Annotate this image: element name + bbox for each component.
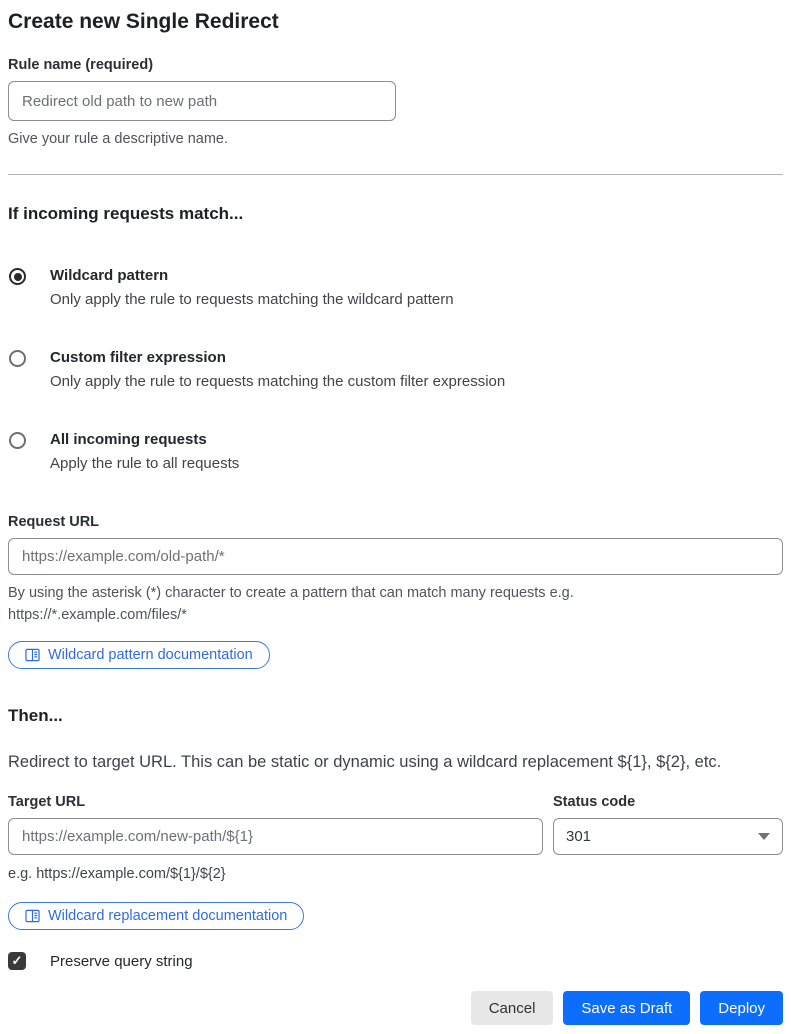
radio-option-description: Apply the rule to all requests [50,455,240,472]
status-code-select[interactable] [553,818,783,855]
wildcard-replacement-docs-button[interactable] [8,902,304,930]
save-as-draft-button[interactable]: Save as Draft [563,991,690,1025]
radio-option-label: All incoming requests [50,431,207,448]
section-divider [8,174,783,175]
cancel-button[interactable]: Cancel [471,991,554,1025]
rule-name-label: Rule name (required) [8,57,154,73]
footer-actions [8,991,783,1025]
wildcard-pattern-docs-button[interactable] [8,641,270,669]
target-and-status-row [8,793,783,885]
radio-option-wildcard-pattern[interactable] [8,266,783,311]
request-url-helper-line1: By using the asterisk (*) character to create a pattern that can match many requests e.g. [8,585,574,601]
preserve-query-string-label: Preserve query string [50,952,193,970]
rule-name-helper: Give your rule a descriptive name. [8,131,229,147]
match-radio-group [8,266,783,475]
match-section-heading: If incoming requests match... [8,204,244,223]
request-url-input[interactable] [8,538,783,575]
then-section-heading: Then... [8,706,63,725]
preserve-query-string-row[interactable] [8,952,783,970]
radio-option-all-requests[interactable] [8,430,783,475]
request-url-helper [8,582,783,626]
radio-option-description: Only apply the rule to requests matching the wildcard pattern [50,291,454,308]
radio-option-description: Only apply the rule to requests matching the custom filter expression [50,373,506,390]
checkbox-checked-icon[interactable]: ✓ [8,952,26,970]
rule-name-input[interactable] [8,81,396,121]
radio-option-custom-filter[interactable] [8,348,783,393]
radio-selected-icon[interactable] [9,268,26,285]
radio-option-label: Wildcard pattern [50,267,169,284]
doc-button-label: Wildcard pattern documentation [48,647,253,663]
deploy-button[interactable]: Deploy [700,991,783,1025]
status-code-label: Status code [553,794,636,810]
radio-unselected-icon[interactable] [9,432,26,449]
radio-option-label: Custom filter expression [50,349,226,366]
book-icon [25,648,40,662]
chevron-down-icon [758,833,770,840]
target-url-input[interactable] [8,818,543,855]
book-icon [25,909,40,923]
request-url-helper-line2: https://*.example.com/files/* [8,607,187,623]
status-code-value: 301 [566,828,592,845]
target-url-helper: e.g. https://example.com/${1}/${2} [8,866,226,882]
then-section-description: Redirect to target URL. This can be static or dynamic using a wildcard replacement ${1}, ${2}, etc. [8,753,722,771]
radio-unselected-icon[interactable] [9,350,26,367]
target-url-label: Target URL [8,794,86,810]
page-title: Create new Single Redirect [8,10,279,33]
request-url-label: Request URL [8,514,100,530]
doc-button-label: Wildcard replacement documentation [48,908,288,924]
